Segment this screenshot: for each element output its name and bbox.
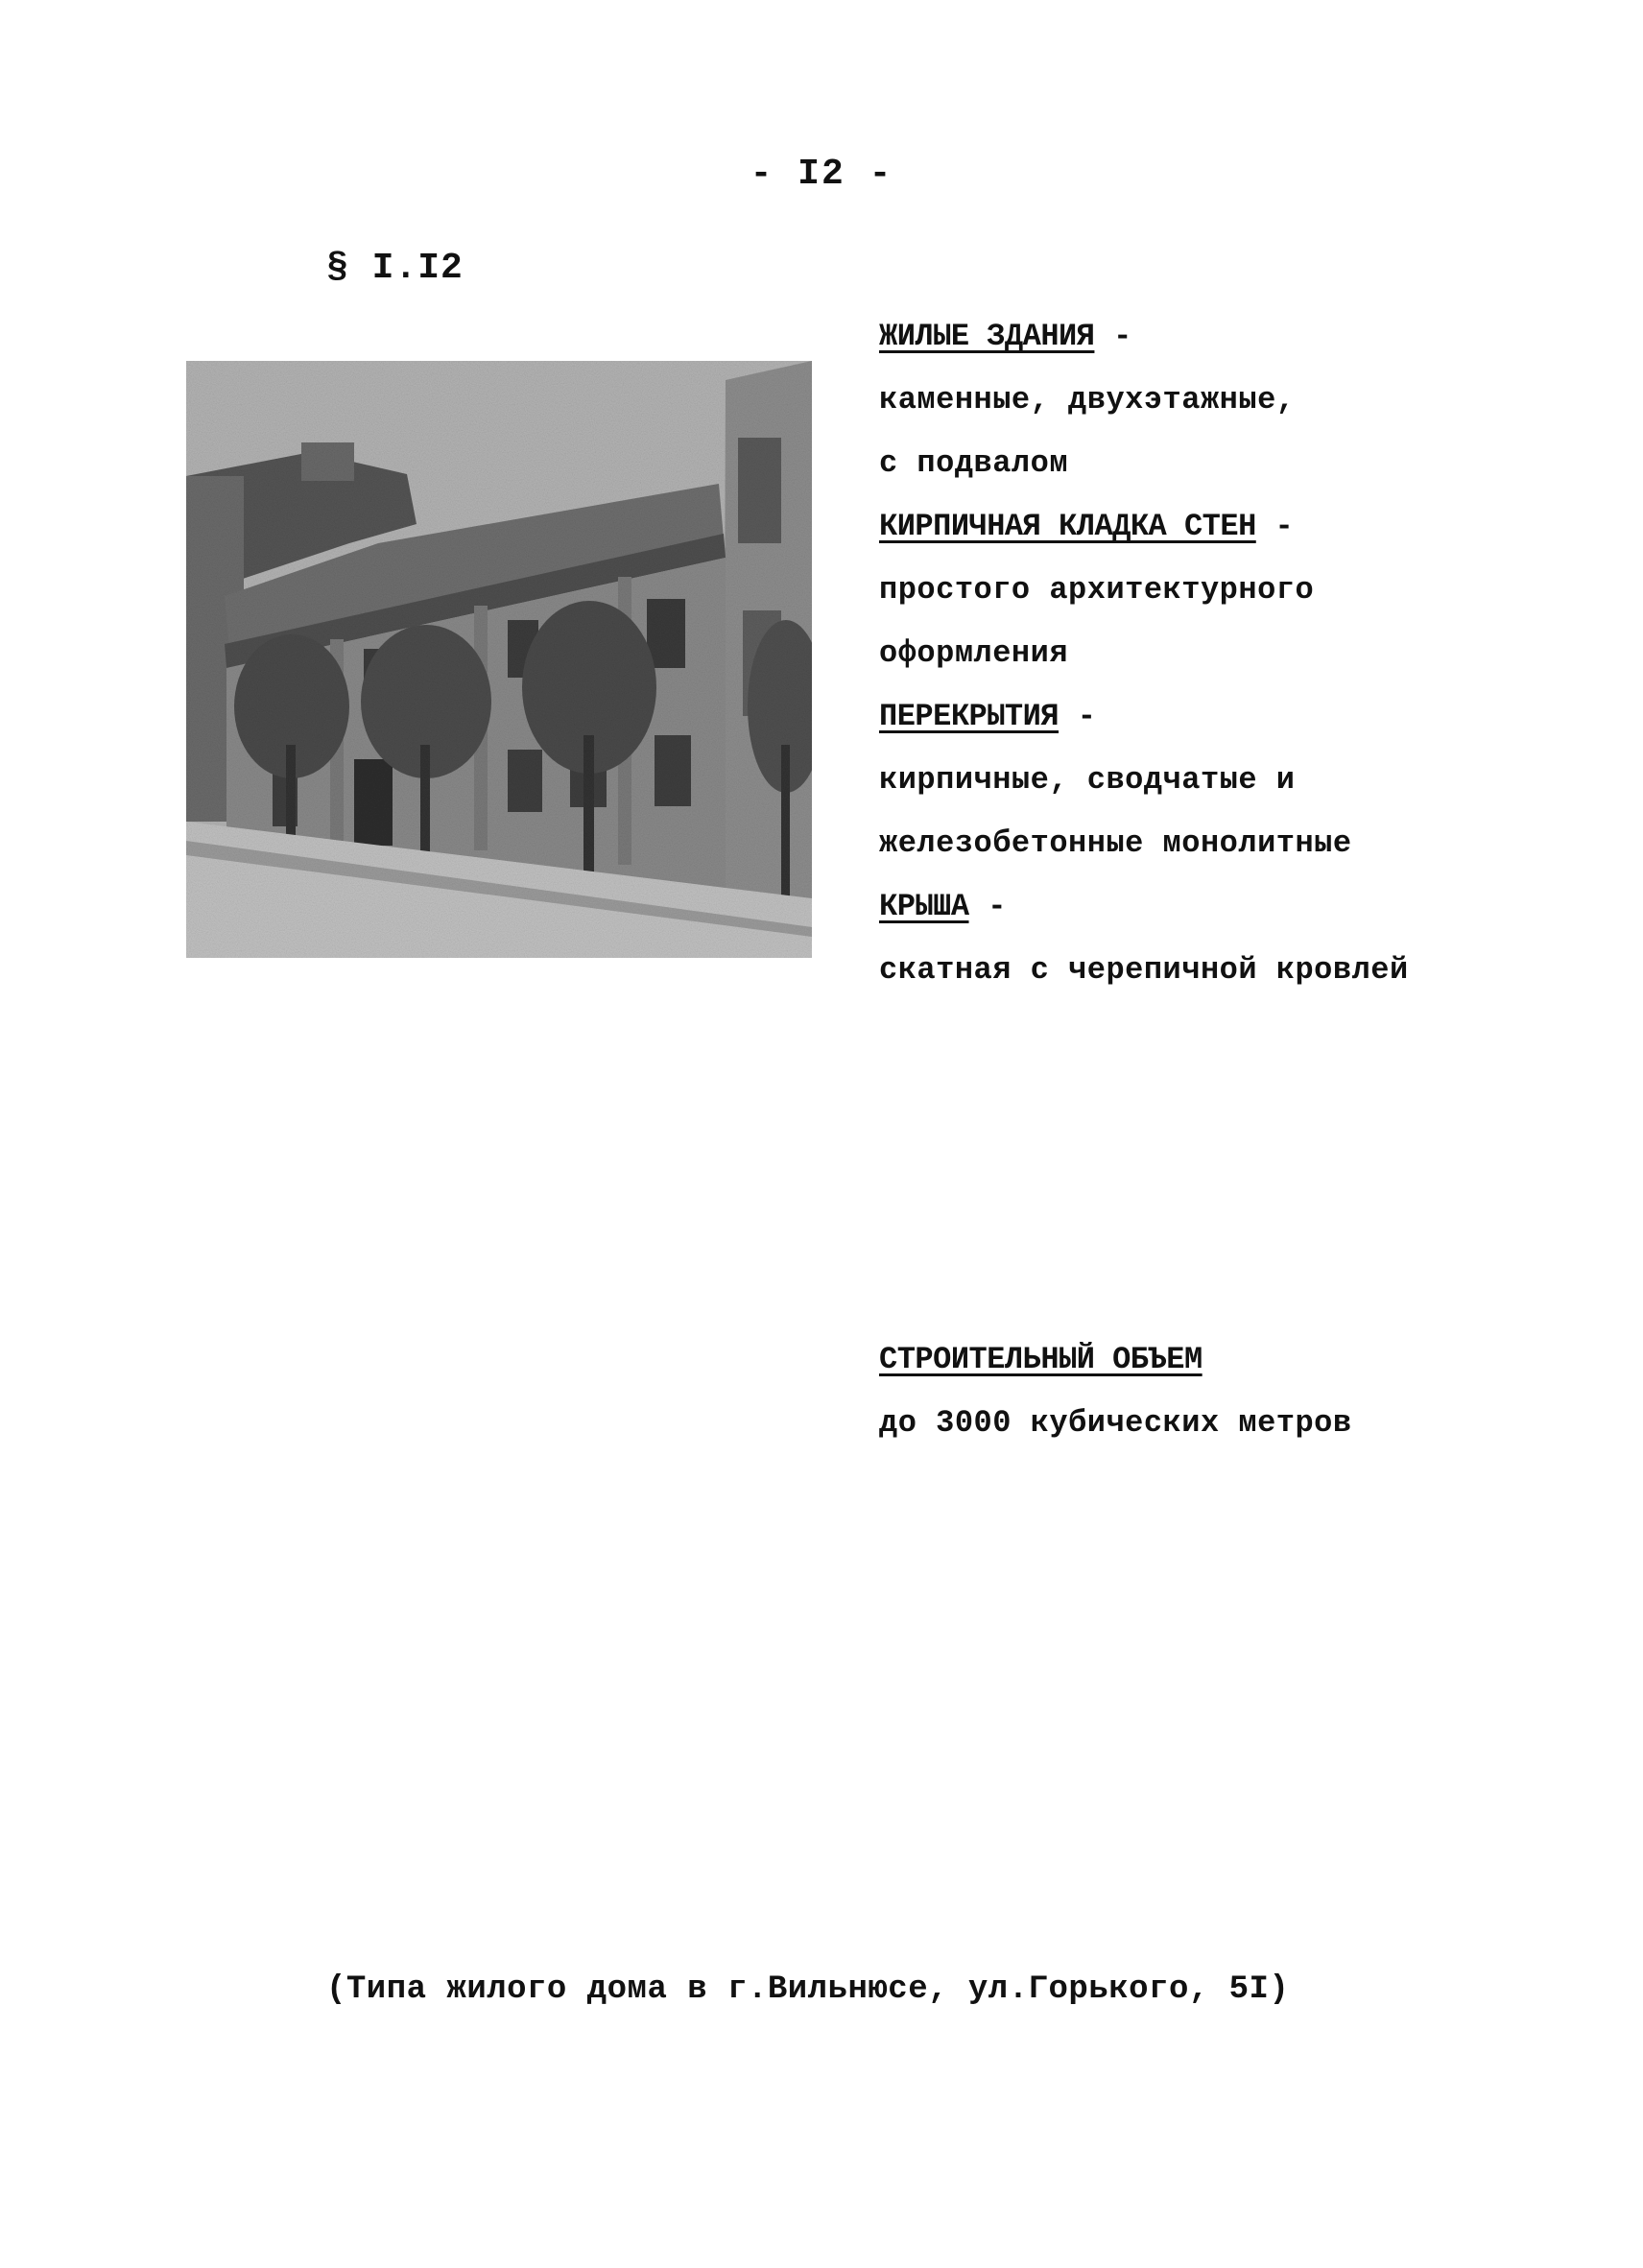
volume-heading-line: [879, 1328, 1608, 1392]
page-number: - I2 -: [750, 154, 893, 195]
spec-text: с подвалом: [879, 445, 1069, 481]
spec-heading: ПЕРЕКРЫТИЯ: [879, 699, 1060, 734]
volume-heading: СТРОИТЕЛЬНЫЙ ОБЪЕМ: [879, 1342, 1202, 1377]
spec-heading: КИРПИЧНАЯ КЛАДКА СТЕН: [879, 509, 1256, 544]
spec-text: простого архитектурного: [879, 572, 1315, 608]
spec-text: кирпичные, сводчатые и: [879, 762, 1296, 798]
spec-heading: ЖИЛЫЕ ЗДАНИЯ: [879, 319, 1095, 354]
spec-dash: -: [968, 889, 1007, 924]
building-specs: [879, 305, 1608, 1002]
section-number: § I.I2: [326, 248, 464, 289]
spec-dash: -: [1094, 319, 1132, 354]
spec-item-residential: [879, 305, 1608, 369]
building-photo: [186, 361, 812, 958]
spec-text: оформления: [879, 635, 1069, 671]
spec-dash: -: [1059, 699, 1097, 734]
spec-dash: -: [1255, 509, 1295, 544]
spec-item-masonry: [879, 495, 1608, 559]
spec-heading: КРЫША: [879, 889, 969, 924]
spec-text: каменные, двухэтажные,: [879, 382, 1296, 418]
photo-caption: (Типа жилого дома в г.Вильнюсе, ул.Горького, 5I): [326, 1971, 1290, 2008]
building-volume: [879, 1328, 1608, 1455]
spec-text: железобетонные монолитные: [879, 825, 1352, 861]
volume-value: до 3000 кубических метров: [879, 1405, 1352, 1441]
spec-item-floors: [879, 685, 1608, 749]
spec-item-roof: [879, 875, 1608, 939]
spec-text: скатная с черепичной кровлей: [879, 952, 1409, 988]
